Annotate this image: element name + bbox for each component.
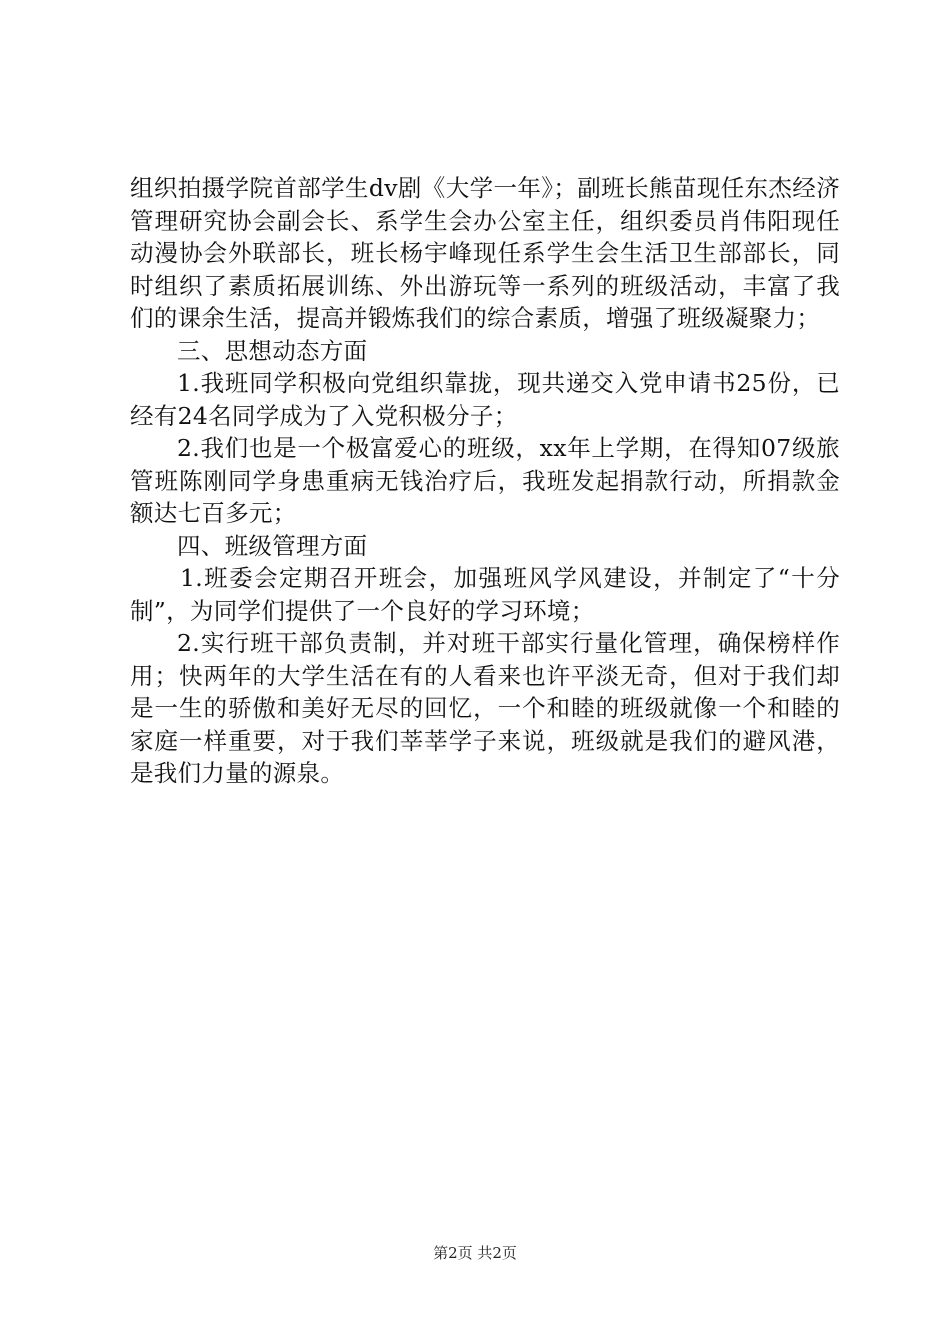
paragraph-cadre-responsibility: 2.实行班干部负责制，并对班干部实行量化管理，确保榜样作用；快两年的大学生活在有的人看来也许平淡无奇，但对于我们却是一生的骄傲和美好无尽的回忆，一个和睦的班级就像一个和睦的家庭一样重要，对于我们莘莘学子来说，班级就是我们的避风港，是我们力量的源泉。 bbox=[130, 629, 840, 787]
heading-class-management: 四、班级管理方面 bbox=[177, 531, 368, 560]
paragraph-party-applications: 1.我班同学积极向党组织靠拢，现共递交入党申请书25份，已经有24名同学成为了入党积极分子； bbox=[130, 369, 840, 430]
document-body bbox=[130, 172, 840, 790]
paragraph-student-activities: 组织拍摄学院首部学生dv剧《大学一年》；副班长熊苗现任东杰经济管理研究协会副会长、系学生会办公室主任，组织委员肖伟阳现任动漫协会外联部长，班长杨宇峰现任系学生会生活卫生部部长，同时组织了素质拓展训练、外出游玩等一系列的班级活动，丰富了我们的课余生活，提高并锻炼我们的综合素质，增强了班级凝聚力； bbox=[130, 174, 840, 332]
page-number-footer: 第2页 共2页 bbox=[433, 1244, 517, 1262]
heading-ideological-trends: 三、思想动态方面 bbox=[177, 336, 368, 365]
paragraph-charity-donation: 2.我们也是一个极富爱心的班级，xx年上学期，在得知07级旅管班陈刚同学身患重病无钱治疗后，我班发起捐款行动，所捐款金额达七百多元； bbox=[130, 434, 840, 527]
paragraph-class-meetings: 1.班委会定期召开班会，加强班风学风建设，并制定了“十分制”，为同学们提供了一个良好的学习环境； bbox=[130, 564, 840, 625]
